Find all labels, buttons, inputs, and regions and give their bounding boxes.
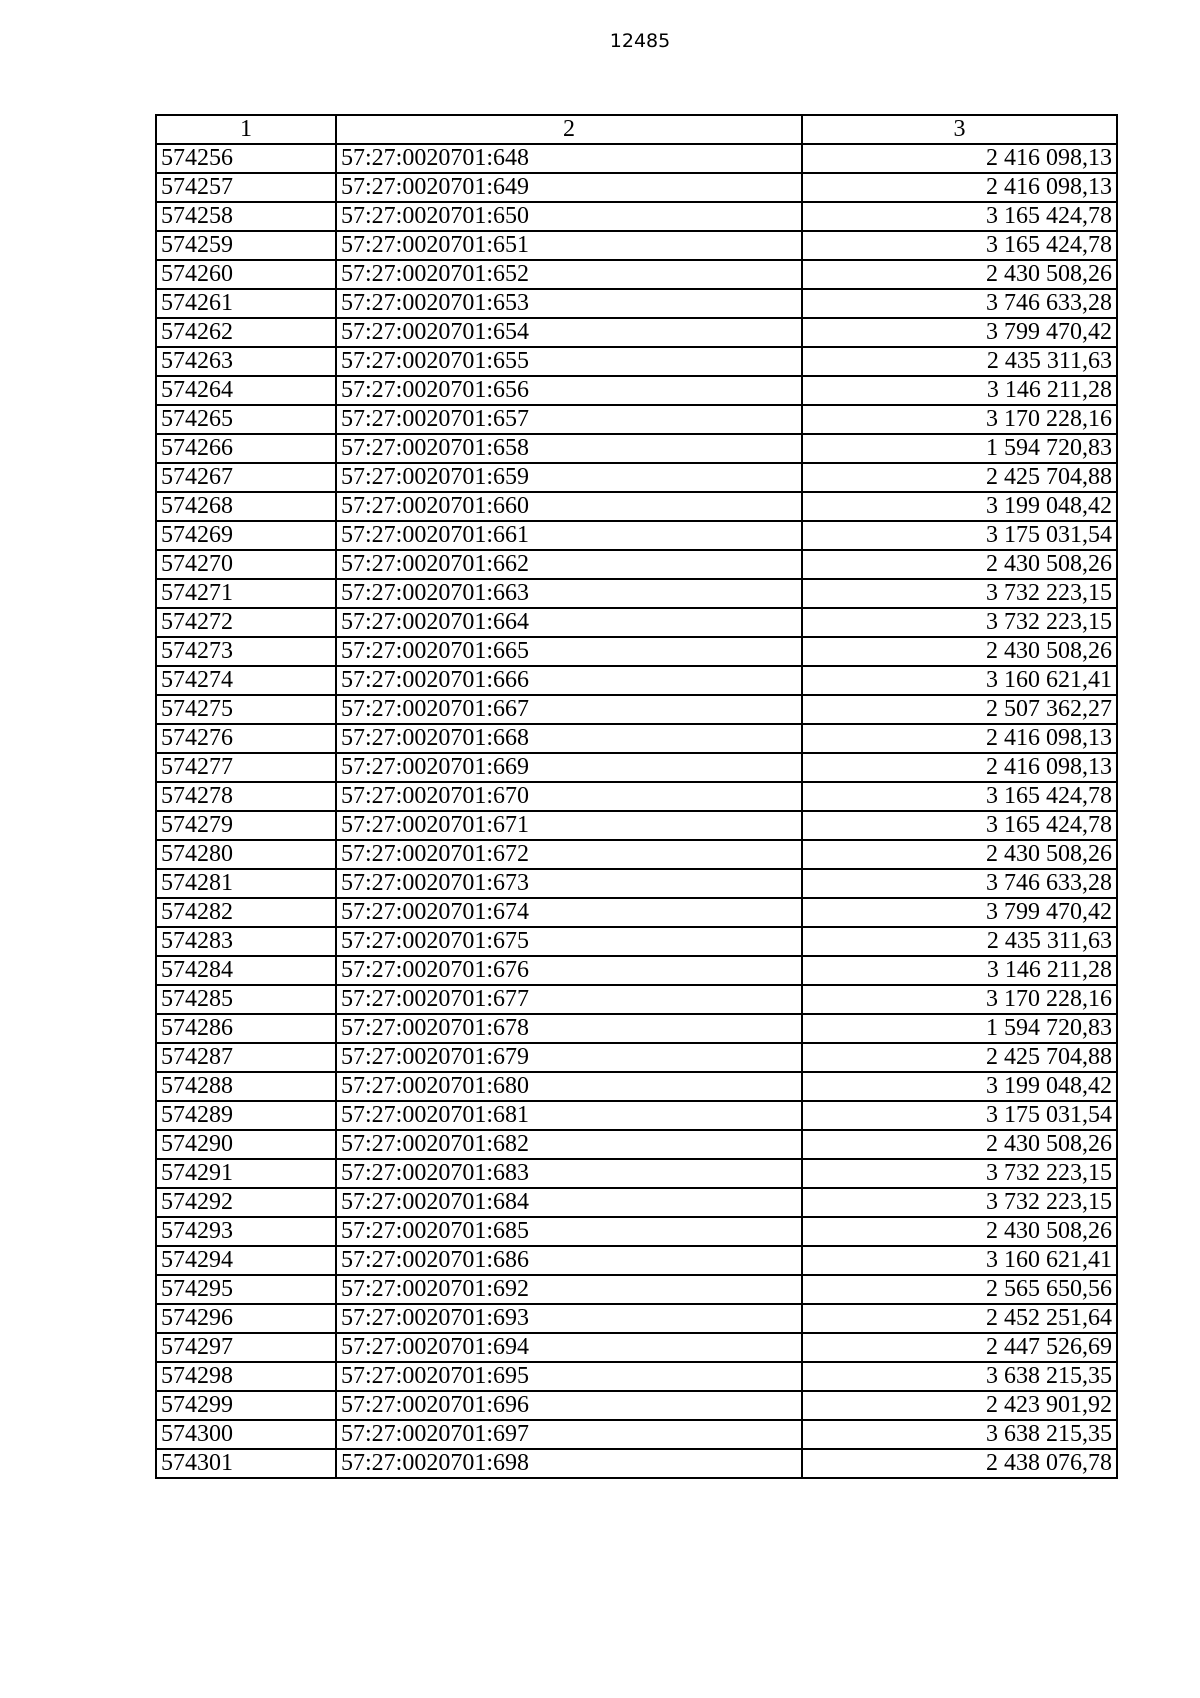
table-row [156, 985, 1117, 1014]
table-row [156, 1101, 1117, 1130]
value-cell: 3 175 031,54 [802, 521, 1117, 550]
value-cell: 3 146 211,28 [802, 376, 1117, 405]
cadastral-number-cell: 57:27:0020701:663 [336, 579, 802, 608]
page-number: 12485 [609, 30, 671, 52]
cadastral-number-cell: 57:27:0020701:685 [336, 1217, 802, 1246]
table-row [156, 173, 1117, 202]
value-cell: 2 416 098,13 [802, 724, 1117, 753]
value-cell: 3 170 228,16 [802, 405, 1117, 434]
table-row [156, 202, 1117, 231]
value-cell: 2 416 098,13 [802, 144, 1117, 173]
cadastral-number-cell: 57:27:0020701:658 [336, 434, 802, 463]
cadastral-number-cell: 57:27:0020701:651 [336, 231, 802, 260]
value-cell: 3 165 424,78 [802, 811, 1117, 840]
value-cell: 2 430 508,26 [802, 637, 1117, 666]
value-cell: 3 746 633,28 [802, 869, 1117, 898]
table-row [156, 1362, 1117, 1391]
cadastral-number-cell: 57:27:0020701:657 [336, 405, 802, 434]
cadastral-number-cell: 57:27:0020701:693 [336, 1304, 802, 1333]
table-row [156, 260, 1117, 289]
value-cell: 3 160 621,41 [802, 1246, 1117, 1275]
value-cell: 3 160 621,41 [802, 666, 1117, 695]
cadastral-number-cell: 57:27:0020701:655 [336, 347, 802, 376]
row-number-cell: 574276 [156, 724, 336, 753]
table-row [156, 376, 1117, 405]
cadastral-number-cell: 57:27:0020701:684 [336, 1188, 802, 1217]
cadastral-number-cell: 57:27:0020701:653 [336, 289, 802, 318]
table-row [156, 521, 1117, 550]
cadastral-value-table [155, 114, 1118, 1479]
row-number-cell: 574264 [156, 376, 336, 405]
value-cell: 3 146 211,28 [802, 956, 1117, 985]
cadastral-number-cell: 57:27:0020701:678 [336, 1014, 802, 1043]
value-cell: 3 165 424,78 [802, 202, 1117, 231]
header-row [156, 115, 1117, 144]
value-cell: 3 732 223,15 [802, 1159, 1117, 1188]
cadastral-number-cell: 57:27:0020701:698 [336, 1449, 802, 1478]
value-cell: 2 565 650,56 [802, 1275, 1117, 1304]
row-number-cell: 574257 [156, 173, 336, 202]
row-number-cell: 574279 [156, 811, 336, 840]
value-cell: 3 799 470,42 [802, 318, 1117, 347]
table-row [156, 869, 1117, 898]
table-row [156, 608, 1117, 637]
cadastral-number-cell: 57:27:0020701:683 [336, 1159, 802, 1188]
value-cell: 2 430 508,26 [802, 1130, 1117, 1159]
value-cell: 3 799 470,42 [802, 898, 1117, 927]
value-cell: 2 425 704,88 [802, 463, 1117, 492]
table-row [156, 898, 1117, 927]
row-number-cell: 574283 [156, 927, 336, 956]
row-number-cell: 574289 [156, 1101, 336, 1130]
table-row [156, 1217, 1117, 1246]
row-number-cell: 574294 [156, 1246, 336, 1275]
row-number-cell: 574262 [156, 318, 336, 347]
row-number-cell: 574291 [156, 1159, 336, 1188]
cadastral-number-cell: 57:27:0020701:667 [336, 695, 802, 724]
row-number-cell: 574259 [156, 231, 336, 260]
row-number-cell: 574263 [156, 347, 336, 376]
column-header-2: 2 [336, 115, 802, 144]
row-number-cell: 574301 [156, 1449, 336, 1478]
value-cell: 3 175 031,54 [802, 1101, 1117, 1130]
value-cell: 2 430 508,26 [802, 260, 1117, 289]
row-number-cell: 574269 [156, 521, 336, 550]
cadastral-number-cell: 57:27:0020701:661 [336, 521, 802, 550]
value-cell: 3 170 228,16 [802, 985, 1117, 1014]
table-row [156, 724, 1117, 753]
row-number-cell: 574266 [156, 434, 336, 463]
cadastral-number-cell: 57:27:0020701:695 [336, 1362, 802, 1391]
table-row [156, 956, 1117, 985]
row-number-cell: 574272 [156, 608, 336, 637]
table-row [156, 1333, 1117, 1362]
cadastral-number-cell: 57:27:0020701:696 [336, 1391, 802, 1420]
table-row [156, 231, 1117, 260]
cadastral-number-cell: 57:27:0020701:656 [336, 376, 802, 405]
cadastral-number-cell: 57:27:0020701:660 [336, 492, 802, 521]
table-row [156, 579, 1117, 608]
row-number-cell: 574256 [156, 144, 336, 173]
cadastral-number-cell: 57:27:0020701:673 [336, 869, 802, 898]
table-row [156, 492, 1117, 521]
table-row [156, 695, 1117, 724]
cadastral-number-cell: 57:27:0020701:665 [336, 637, 802, 666]
table-row [156, 347, 1117, 376]
value-cell: 2 416 098,13 [802, 173, 1117, 202]
row-number-cell: 574296 [156, 1304, 336, 1333]
cadastral-number-cell: 57:27:0020701:659 [336, 463, 802, 492]
value-cell: 3 638 215,35 [802, 1420, 1117, 1449]
value-cell: 1 594 720,83 [802, 1014, 1117, 1043]
table-row [156, 1130, 1117, 1159]
row-number-cell: 574284 [156, 956, 336, 985]
table-row [156, 1391, 1117, 1420]
row-number-cell: 574286 [156, 1014, 336, 1043]
row-number-cell: 574260 [156, 260, 336, 289]
value-cell: 3 732 223,15 [802, 608, 1117, 637]
cadastral-number-cell: 57:27:0020701:671 [336, 811, 802, 840]
row-number-cell: 574273 [156, 637, 336, 666]
row-number-cell: 574288 [156, 1072, 336, 1101]
row-number-cell: 574290 [156, 1130, 336, 1159]
value-cell: 2 447 526,69 [802, 1333, 1117, 1362]
row-number-cell: 574278 [156, 782, 336, 811]
row-number-cell: 574297 [156, 1333, 336, 1362]
row-number-cell: 574299 [156, 1391, 336, 1420]
row-number-cell: 574293 [156, 1217, 336, 1246]
table-row [156, 434, 1117, 463]
table-row [156, 811, 1117, 840]
table-row [156, 550, 1117, 579]
value-cell: 3 165 424,78 [802, 231, 1117, 260]
table-row [156, 637, 1117, 666]
cadastral-number-cell: 57:27:0020701:679 [336, 1043, 802, 1072]
row-number-cell: 574258 [156, 202, 336, 231]
value-cell: 2 430 508,26 [802, 1217, 1117, 1246]
column-header-1: 1 [156, 115, 336, 144]
table-row [156, 289, 1117, 318]
cadastral-number-cell: 57:27:0020701:664 [336, 608, 802, 637]
cadastral-number-cell: 57:27:0020701:654 [336, 318, 802, 347]
cadastral-number-cell: 57:27:0020701:674 [336, 898, 802, 927]
row-number-cell: 574298 [156, 1362, 336, 1391]
value-cell: 2 430 508,26 [802, 840, 1117, 869]
cadastral-number-cell: 57:27:0020701:675 [336, 927, 802, 956]
row-number-cell: 574274 [156, 666, 336, 695]
table-row [156, 318, 1117, 347]
cadastral-number-cell: 57:27:0020701:692 [336, 1275, 802, 1304]
cadastral-number-cell: 57:27:0020701:676 [336, 956, 802, 985]
cadastral-number-cell: 57:27:0020701:648 [336, 144, 802, 173]
table-row [156, 1014, 1117, 1043]
value-cell: 2 507 362,27 [802, 695, 1117, 724]
value-cell: 3 199 048,42 [802, 492, 1117, 521]
value-cell: 2 430 508,26 [802, 550, 1117, 579]
cadastral-number-cell: 57:27:0020701:672 [336, 840, 802, 869]
table-row [156, 840, 1117, 869]
cadastral-number-cell: 57:27:0020701:652 [336, 260, 802, 289]
cadastral-number-cell: 57:27:0020701:670 [336, 782, 802, 811]
table-row [156, 1159, 1117, 1188]
value-cell: 3 732 223,15 [802, 579, 1117, 608]
cadastral-number-cell: 57:27:0020701:666 [336, 666, 802, 695]
value-cell: 2 435 311,63 [802, 347, 1117, 376]
value-cell: 3 746 633,28 [802, 289, 1117, 318]
table-row [156, 1420, 1117, 1449]
table-row [156, 1043, 1117, 1072]
row-number-cell: 574265 [156, 405, 336, 434]
table-header [156, 115, 1117, 144]
row-number-cell: 574280 [156, 840, 336, 869]
row-number-cell: 574287 [156, 1043, 336, 1072]
table-row [156, 1275, 1117, 1304]
cadastral-number-cell: 57:27:0020701:680 [336, 1072, 802, 1101]
table-row [156, 144, 1117, 173]
value-cell: 2 435 311,63 [802, 927, 1117, 956]
value-cell: 2 423 901,92 [802, 1391, 1117, 1420]
row-number-cell: 574267 [156, 463, 336, 492]
row-number-cell: 574281 [156, 869, 336, 898]
table-row [156, 1188, 1117, 1217]
row-number-cell: 574270 [156, 550, 336, 579]
table-row [156, 1246, 1117, 1275]
value-cell: 3 165 424,78 [802, 782, 1117, 811]
cadastral-number-cell: 57:27:0020701:668 [336, 724, 802, 753]
value-cell: 3 732 223,15 [802, 1188, 1117, 1217]
cadastral-number-cell: 57:27:0020701:677 [336, 985, 802, 1014]
row-number-cell: 574292 [156, 1188, 336, 1217]
table-row [156, 1449, 1117, 1478]
row-number-cell: 574261 [156, 289, 336, 318]
row-number-cell: 574300 [156, 1420, 336, 1449]
row-number-cell: 574271 [156, 579, 336, 608]
table-row [156, 463, 1117, 492]
cadastral-number-cell: 57:27:0020701:669 [336, 753, 802, 782]
value-cell: 2 425 704,88 [802, 1043, 1117, 1072]
table-row [156, 405, 1117, 434]
value-cell: 2 438 076,78 [802, 1449, 1117, 1478]
row-number-cell: 574282 [156, 898, 336, 927]
value-cell: 1 594 720,83 [802, 434, 1117, 463]
row-number-cell: 574277 [156, 753, 336, 782]
row-number-cell: 574285 [156, 985, 336, 1014]
value-cell: 2 452 251,64 [802, 1304, 1117, 1333]
value-cell: 2 416 098,13 [802, 753, 1117, 782]
table-body [156, 144, 1117, 1478]
column-header-3: 3 [802, 115, 1117, 144]
cadastral-number-cell: 57:27:0020701:697 [336, 1420, 802, 1449]
value-cell: 3 199 048,42 [802, 1072, 1117, 1101]
cadastral-number-cell: 57:27:0020701:681 [336, 1101, 802, 1130]
table-row [156, 666, 1117, 695]
table-row [156, 1304, 1117, 1333]
table-row [156, 1072, 1117, 1101]
table-row [156, 782, 1117, 811]
cadastral-number-cell: 57:27:0020701:686 [336, 1246, 802, 1275]
cadastral-number-cell: 57:27:0020701:682 [336, 1130, 802, 1159]
cadastral-number-cell: 57:27:0020701:694 [336, 1333, 802, 1362]
cadastral-number-cell: 57:27:0020701:662 [336, 550, 802, 579]
value-cell: 3 638 215,35 [802, 1362, 1117, 1391]
row-number-cell: 574295 [156, 1275, 336, 1304]
table-row [156, 753, 1117, 782]
cadastral-number-cell: 57:27:0020701:649 [336, 173, 802, 202]
row-number-cell: 574275 [156, 695, 336, 724]
cadastral-number-cell: 57:27:0020701:650 [336, 202, 802, 231]
row-number-cell: 574268 [156, 492, 336, 521]
table-row [156, 927, 1117, 956]
